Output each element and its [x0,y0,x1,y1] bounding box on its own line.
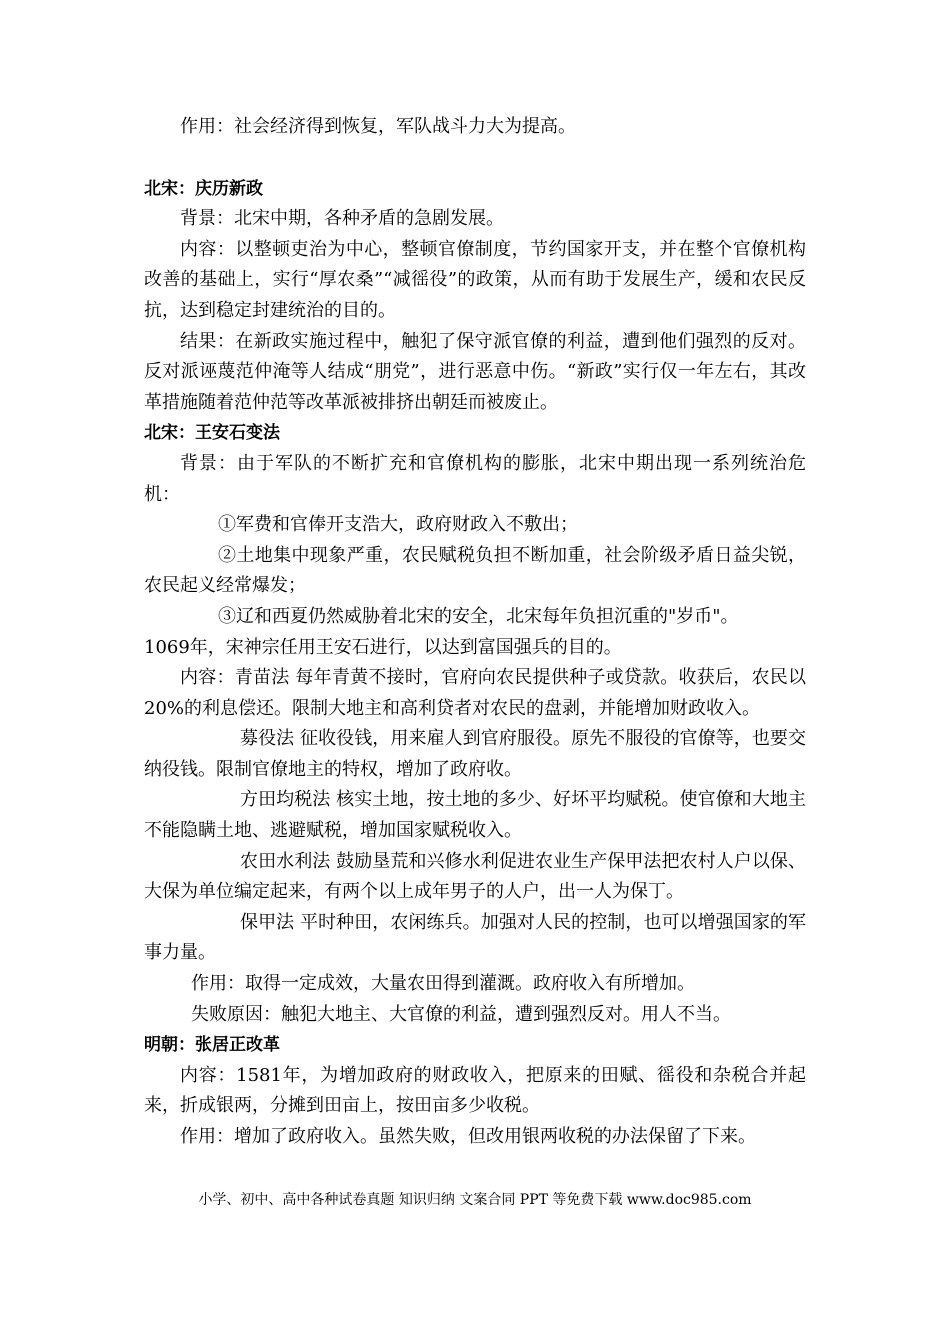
section-heading-qingli-reform: 北宋：庆历新政 [144,178,263,199]
paragraph-qingli-background: 背景：北宋中期，各种矛盾的急剧发展。 [180,208,504,230]
blank-line [144,143,806,174]
paragraph-wang-background: 背景：由于军队的不断扩充和官僚机构的膨胀，北宋中期出现一系列统治危机： [144,452,806,505]
paragraph-wang-failure: 失败原因：触犯大地主、大官僚的利益，遭到强烈反对。用人不当。 [191,1003,731,1025]
section-heading-wang-anshi-reform: 北宋：王安石变法 [144,423,280,444]
paragraph-wang-content-muyi: 募役法 征收役钱，用来雇人到官府服役。原先不服役的官僚等，也要交纳役钱。限制官僚地主的特权，增加了政府收。 [144,728,806,780]
paragraph-effect-prior: 作用：社会经济得到恢复，军队战斗力大为提高。 [180,116,576,137]
paragraph-wang-content-nongtian: 农田水利法 鼓励垦荒和兴修水利促进农业生产保甲法把农村人户以保、大保为单位编定起来，有两个以上成年男子的人户，出一人为保丁。 [144,850,806,903]
document-body [144,112,806,1153]
paragraph-crisis-item-3: ③辽和西夏仍然威胁着北宋的安全，北宋每年负担沉重的"岁币"。 [218,605,739,627]
section-heading-zhang-juzheng-reform: 明朝：张居正改革 [144,1035,280,1056]
paragraph-zhang-effect: 作用：增加了政府收入。虽然失败，但改用银两收税的办法保留了下来。 [180,1126,756,1147]
paragraph-wang-content-fangtian: 方田均税法 核实土地，按土地的多少、好坏平均赋税。使官僚和大地主不能隐瞒土地、逃避赋税，增加国家赋税收入。 [144,789,806,842]
paragraph-qingli-content: 内容：以整顿吏治为中心，整顿官僚制度，节约国家开支，并在整个官僚机构改善的基础上，实行“厚农桑”“减徭役”的政策，从而有助于发展生产，缓和农民反抗，达到稳定封建统治的目的。 [144,238,806,321]
paragraph-wang-year: 1069年，宋神宗任用王安石进行，以达到富国强兵的目的。 [144,636,622,658]
paragraph-wang-effect: 作用：取得一定成效，大量农田得到灌溉。政府收入有所增加。 [191,973,695,995]
paragraph-qingli-result: 结果：在新政实施过程中，触犯了保守派官僚的利益，遭到他们强烈的反对。反对派诬蔑范仲淹等人结成“朋党”，进行恶意中伤。“新政”实行仅一年左右，其改革措施随着范仲范等改革派被排挤出朝廷而被废止。 [144,330,806,413]
paragraph-wang-content-baojia: 保甲法 平时种田，农闲练兵。加强对人民的控制，也可以增强国家的军事力量。 [144,911,806,964]
page-footer: 小学、初中、高中各种试卷真题 知识归纳 文案合同 PPT 等免费下载 www.doc985.com [198,1192,752,1208]
paragraph-wang-content-qingmiao: 内容：青苗法 每年青黄不接时，官府向农民提供种子或贷款。收获后，农民以20%的利息偿还。限制大地主和高利贷者对农民的盘剥，并能增加财政收入。 [144,667,806,719]
paragraph-zhang-content: 内容：1581年，为增加政府的财政收入，把原来的田赋、徭役和杂税合并起来，折成银两，分摊到田亩上，按田亩多少收税。 [144,1064,806,1117]
paragraph-crisis-item-1: ①军费和官俸开支浩大，政府财政入不敷出； [218,514,578,536]
paragraph-crisis-item-2: ②土地集中现象严重，农民赋税负担不断加重，社会阶级矛盾日益尖锐，农民起义经常爆发； [144,544,806,597]
